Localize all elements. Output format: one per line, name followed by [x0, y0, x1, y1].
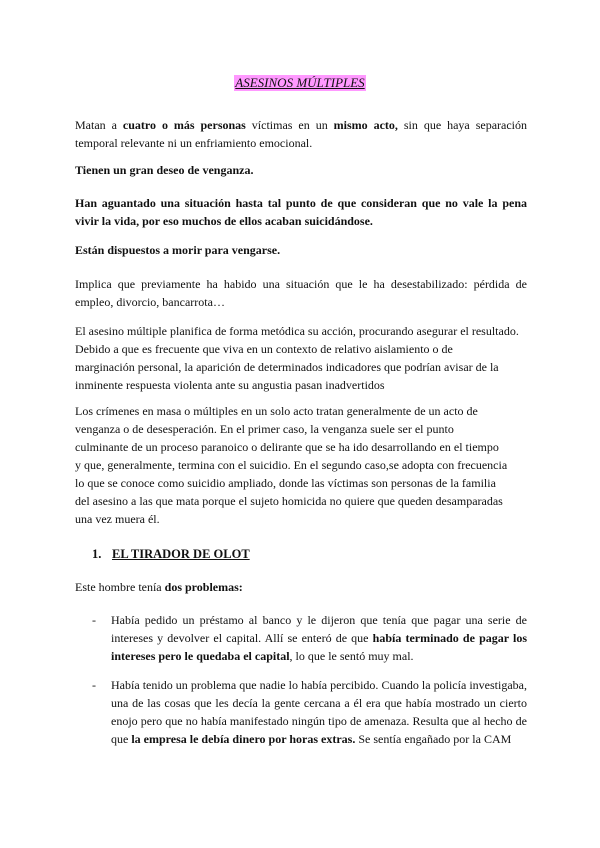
- text-line: Debido a que es frecuente que viva en un contexto de relativo aislamiento o de: [75, 342, 453, 356]
- text-line: lo que se conoce como suicidio ampliado, donde las víctimas son personas de la familia: [75, 476, 496, 490]
- text-line: Los crímenes en masa o múltiples en un solo acto tratan generalmente de un acto de: [75, 404, 478, 418]
- willing-to-die-statement: Están dispuestos a morir para vengarse.: [75, 243, 281, 257]
- destabilization-paragraph: Implica que previamente ha habido una situación que le ha desestabilizado: pérdida de empleo, divorcio, bancarrota…: [75, 277, 527, 309]
- bold-span: dos problemas:: [164, 580, 243, 594]
- revenge-statement: Tienen un gran deseo de venganza.: [75, 163, 254, 177]
- text-span: Había tenido un problema que nadie lo había percibido. Cuando la policía investigaba, una de las cosas que les decía la gente cercana a él era que había mostrado un cierto enojo pero que no había manifestado ningún tipo de amenaza. Resulta que al hecho de que: [111, 678, 527, 746]
- text-line: y que, generalmente, termina con el suicidio. En el segundo caso,se adopta con frecuencia: [75, 458, 508, 472]
- bullet-dash: -: [92, 613, 96, 627]
- section-title: EL TIRADOR DE OLOT: [112, 547, 250, 561]
- bold-span: mismo acto,: [333, 118, 398, 132]
- problems-intro: [75, 578, 527, 596]
- text-span: Había pedido un préstamo al banco y le dijeron que tenía que pagar una serie de intereses y devolver el capital. Allí se enteró de que: [111, 613, 527, 645]
- section-number: 1.: [92, 547, 102, 561]
- text-span: víctimas en un: [245, 118, 334, 132]
- text-line: culminante de un proceso paranoico o delirante que se ha ido desarrollando en el tiempo: [75, 440, 499, 454]
- bold-span: cuatro o más personas: [122, 118, 246, 132]
- text-span: Este hombre tenía: [75, 580, 165, 594]
- page-title: ASESINOS MÚLTIPLES: [235, 75, 365, 90]
- bold-span: había terminado de pagar los intereses pero le quedaba el capital: [111, 631, 527, 663]
- text-line: marginación personal, la aparición de determinados indicadores que podrían avisar de la: [75, 360, 499, 374]
- text-span: sin que haya separación temporal relevante ni un enfriamiento emocional.: [75, 118, 528, 150]
- bold-span: la empresa le debía dinero por horas extras.: [131, 732, 356, 746]
- definition-paragraph: [75, 116, 527, 152]
- text-span: Se sentía engañado por la CAM: [355, 732, 512, 746]
- section-heading: [92, 545, 250, 563]
- text-line: venganza o de desesperación. En el primer caso, la venganza suele ser el punto: [75, 422, 454, 436]
- text-line: del asesino a las que mata porque el sujeto homicida no quiere que queden desamparadas: [75, 494, 503, 508]
- title-container: [0, 74, 600, 92]
- mass-crimes-paragraph: [75, 402, 527, 528]
- text-line: El asesino múltiple planifica de forma metódica su acción, procurando asegurar el resultado.: [75, 324, 519, 338]
- list-item: [92, 676, 527, 748]
- text-span: , lo que le sentó muy mal.: [289, 649, 414, 663]
- list-item: [92, 611, 527, 665]
- text-line: inminente respuesta violenta ante su angustia pasan inadvertidos: [75, 378, 385, 392]
- endurance-statement: Han aguantado una situación hasta tal punto de que consideran que no vale la pena vivir la vida, por eso muchos de ellos acaban suicidándose.: [75, 196, 527, 228]
- list-item-text: [111, 676, 527, 748]
- bullet-dash: -: [92, 678, 96, 692]
- list-item-text: [111, 611, 527, 665]
- planning-paragraph: [75, 322, 527, 394]
- text-line: una vez muera él.: [75, 512, 160, 526]
- text-span: Matan a: [75, 118, 123, 132]
